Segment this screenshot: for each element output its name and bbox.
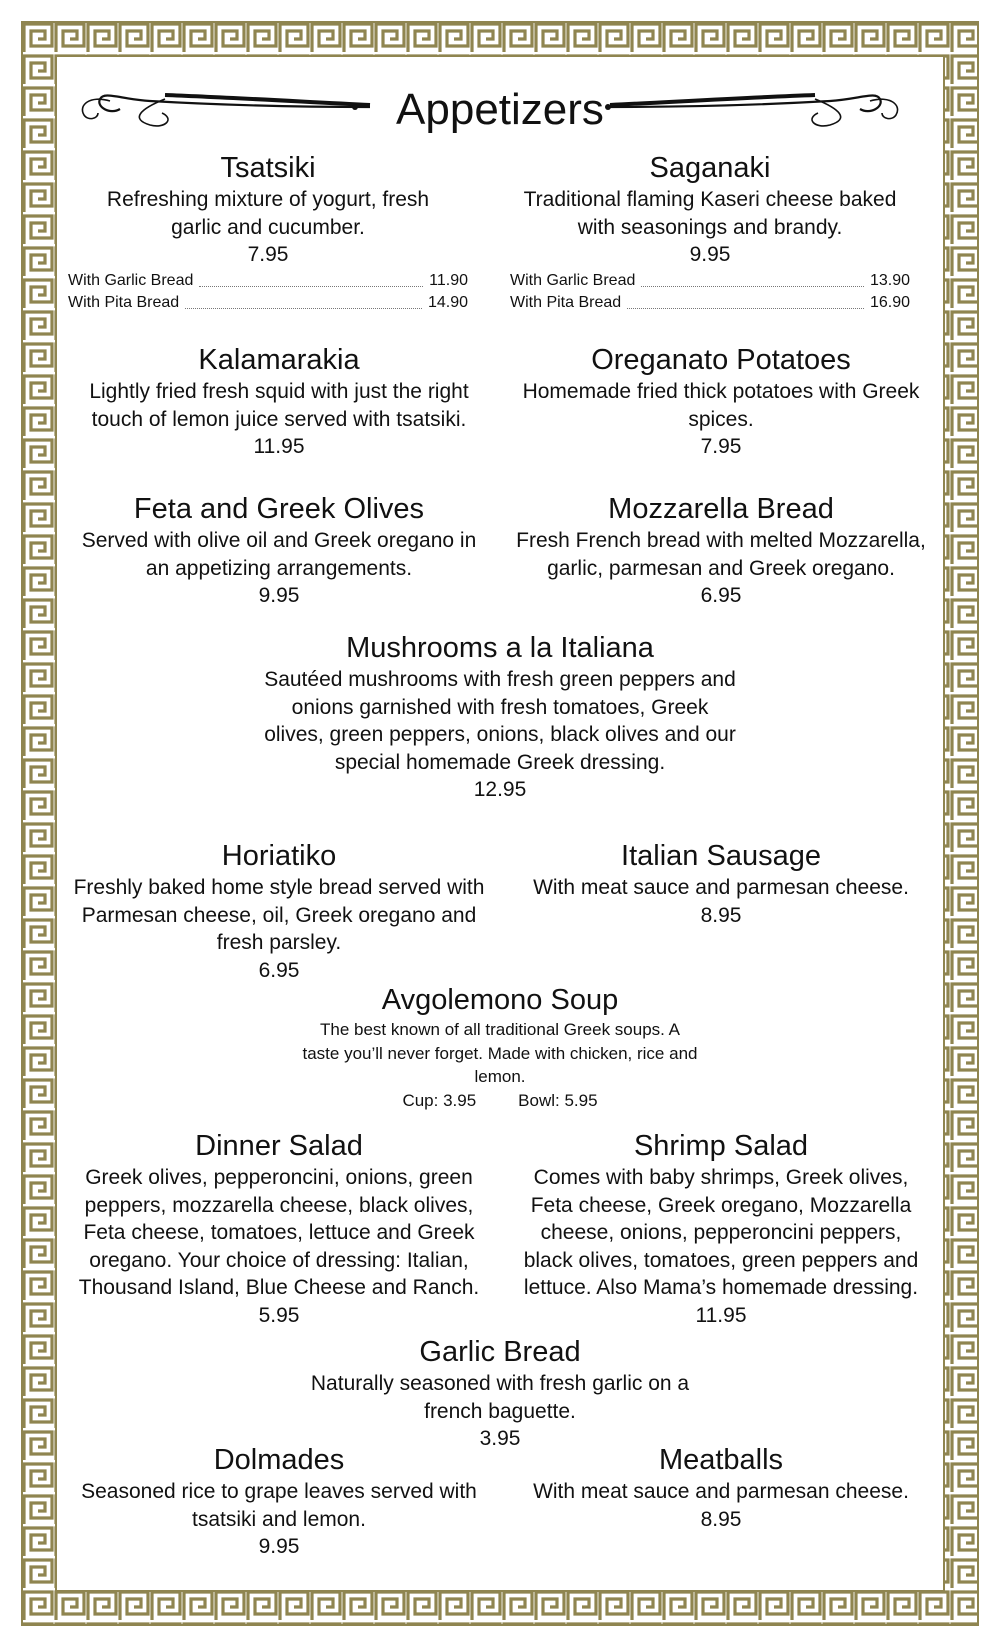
sub-option-price: 13.90: [869, 272, 910, 289]
item-description: Fresh French bread with melted Mozzarella, garlic, parmesan and Greek oregano.: [516, 529, 926, 580]
menu-item-oreganato-potatoes: [510, 342, 932, 460]
item-name: Mushrooms a la Italiana: [346, 632, 654, 664]
sub-option-price: 16.90: [869, 294, 910, 311]
dotted-leader: [627, 308, 864, 309]
item-description: Served with olive oil and Greek oregano in an appetizing arrangements.: [81, 529, 477, 580]
menu-item-garlic-bread: [300, 1334, 700, 1452]
menu-item-saganaki: [510, 150, 910, 314]
menu-item-avgolemono-soup: [300, 982, 700, 1112]
dotted-leader: [199, 286, 423, 287]
item-name: Saganaki: [649, 152, 771, 184]
item-price: 8.95: [700, 903, 742, 927]
item-description: With meat sauce and parmesan cheese.: [533, 876, 909, 899]
sub-option-garlic-bread: [68, 270, 468, 292]
item-description: Refreshing mixture of yogurt, fresh garlic and cucumber.: [106, 188, 430, 239]
menu-item-dolmades: [68, 1442, 490, 1560]
item-description: The best known of all traditional Greek soups. A taste you’ll never forget. Made with chicken, rice and lemon.: [302, 1020, 698, 1086]
item-name: Dinner Salad: [195, 1130, 363, 1162]
menu-item-tsatsiki: [68, 150, 468, 314]
item-name: Dolmades: [213, 1444, 345, 1476]
item-name: Avgolemono Soup: [381, 984, 619, 1016]
item-price: 7.95: [700, 435, 742, 458]
sub-option-label: With Pita Bread: [510, 294, 622, 311]
soup-prices: [300, 1089, 700, 1112]
item-name: Horiatiko: [221, 840, 337, 872]
sub-option-label: With Garlic Bread: [510, 272, 636, 289]
item-price: 11.95: [695, 1303, 747, 1327]
item-price: 6.95: [700, 584, 742, 607]
item-description: Sautéed mushrooms with fresh green peppers and onions garnished with fresh tomatoes, Greek olives, green peppers, onions, black olives and our special homemade Greek dressing.: [264, 668, 736, 774]
menu-item-mozzarella-bread: [510, 491, 932, 609]
cup-price: Cup: 3.95: [402, 1090, 477, 1110]
sub-option-label: With Garlic Bread: [68, 272, 194, 289]
item-name: Kalamarakia: [198, 344, 360, 376]
item-description: Seasoned rice to grape leaves served with tsatsiki and lemon.: [81, 1480, 477, 1531]
item-price: 7.95: [247, 243, 289, 266]
dotted-leader: [641, 286, 864, 287]
item-price: 11.95: [253, 435, 305, 458]
item-price: 8.95: [700, 1507, 742, 1531]
page-title: Appetizers: [396, 85, 604, 134]
item-name: Garlic Bread: [419, 1336, 581, 1368]
menu-item-italian-sausage: [510, 838, 932, 929]
item-description: Freshly baked home style bread served with Parmesan cheese, oil, Greek oregano and fresh parsley.: [73, 876, 485, 954]
item-name: Tsatsiki: [220, 152, 316, 184]
menu-item-mushrooms-italiana: [262, 630, 738, 803]
menu-item-kalamarakia: [68, 342, 490, 460]
sub-option-pita-bread: [510, 292, 910, 314]
item-description: Homemade fried thick potatoes with Greek spices.: [522, 380, 920, 431]
menu-item-horiatiko: [68, 838, 490, 984]
sub-option-label: With Pita Bread: [68, 294, 180, 311]
sub-option-price: 14.90: [427, 294, 468, 311]
menu-item-meatballs: [510, 1442, 932, 1533]
item-description: Comes with baby shrimps, Greek olives, Feta cheese, Greek oregano, Mozzarella cheese, onions, pepperoncini peppers, black olives, tomatoes, green peppers and lettuce. Also Mama’s homemade dressing.: [523, 1166, 919, 1299]
item-price: 6.95: [258, 958, 300, 982]
menu-item-feta-olives: [68, 491, 490, 609]
dotted-leader: [185, 308, 422, 309]
sub-option-garlic-bread: [510, 270, 910, 292]
menu-item-shrimp-salad: [510, 1128, 932, 1329]
item-price: 12.95: [473, 778, 527, 801]
item-price: 9.95: [258, 584, 300, 607]
menu-item-dinner-salad: [68, 1128, 490, 1329]
item-name: Oreganato Potatoes: [591, 344, 851, 376]
sub-option-pita-bread: [68, 292, 468, 314]
item-name: Mozzarella Bread: [608, 493, 834, 525]
sub-option-price: 11.90: [429, 272, 468, 289]
bowl-price: Bowl: 5.95: [518, 1090, 598, 1110]
item-description: Naturally seasoned with fresh garlic on a french baguette.: [310, 1372, 690, 1423]
item-price: 9.95: [689, 243, 731, 266]
item-name: Italian Sausage: [621, 840, 821, 872]
item-price: 9.95: [258, 1535, 300, 1558]
item-name: Shrimp Salad: [633, 1130, 809, 1162]
item-description: With meat sauce and parmesan cheese.: [533, 1480, 909, 1503]
item-price: 5.95: [258, 1303, 300, 1327]
item-name: Feta and Greek Olives: [133, 493, 425, 525]
item-price: 3.95: [479, 1427, 521, 1450]
item-name: Meatballs: [658, 1444, 784, 1476]
item-description: Greek olives, pepperoncini, onions, green peppers, mozzarella cheese, black olives, Feta cheese, tomatoes, lettuce and Greek oregano. Your choice of dressing: Italian, Thousand Island, Blue Cheese and Ranch.: [78, 1166, 480, 1299]
item-description: Lightly fried fresh squid with just the right touch of lemon juice served with tsatsiki.: [89, 380, 469, 431]
item-description: Traditional flaming Kaseri cheese baked with seasonings and brandy.: [523, 188, 897, 239]
